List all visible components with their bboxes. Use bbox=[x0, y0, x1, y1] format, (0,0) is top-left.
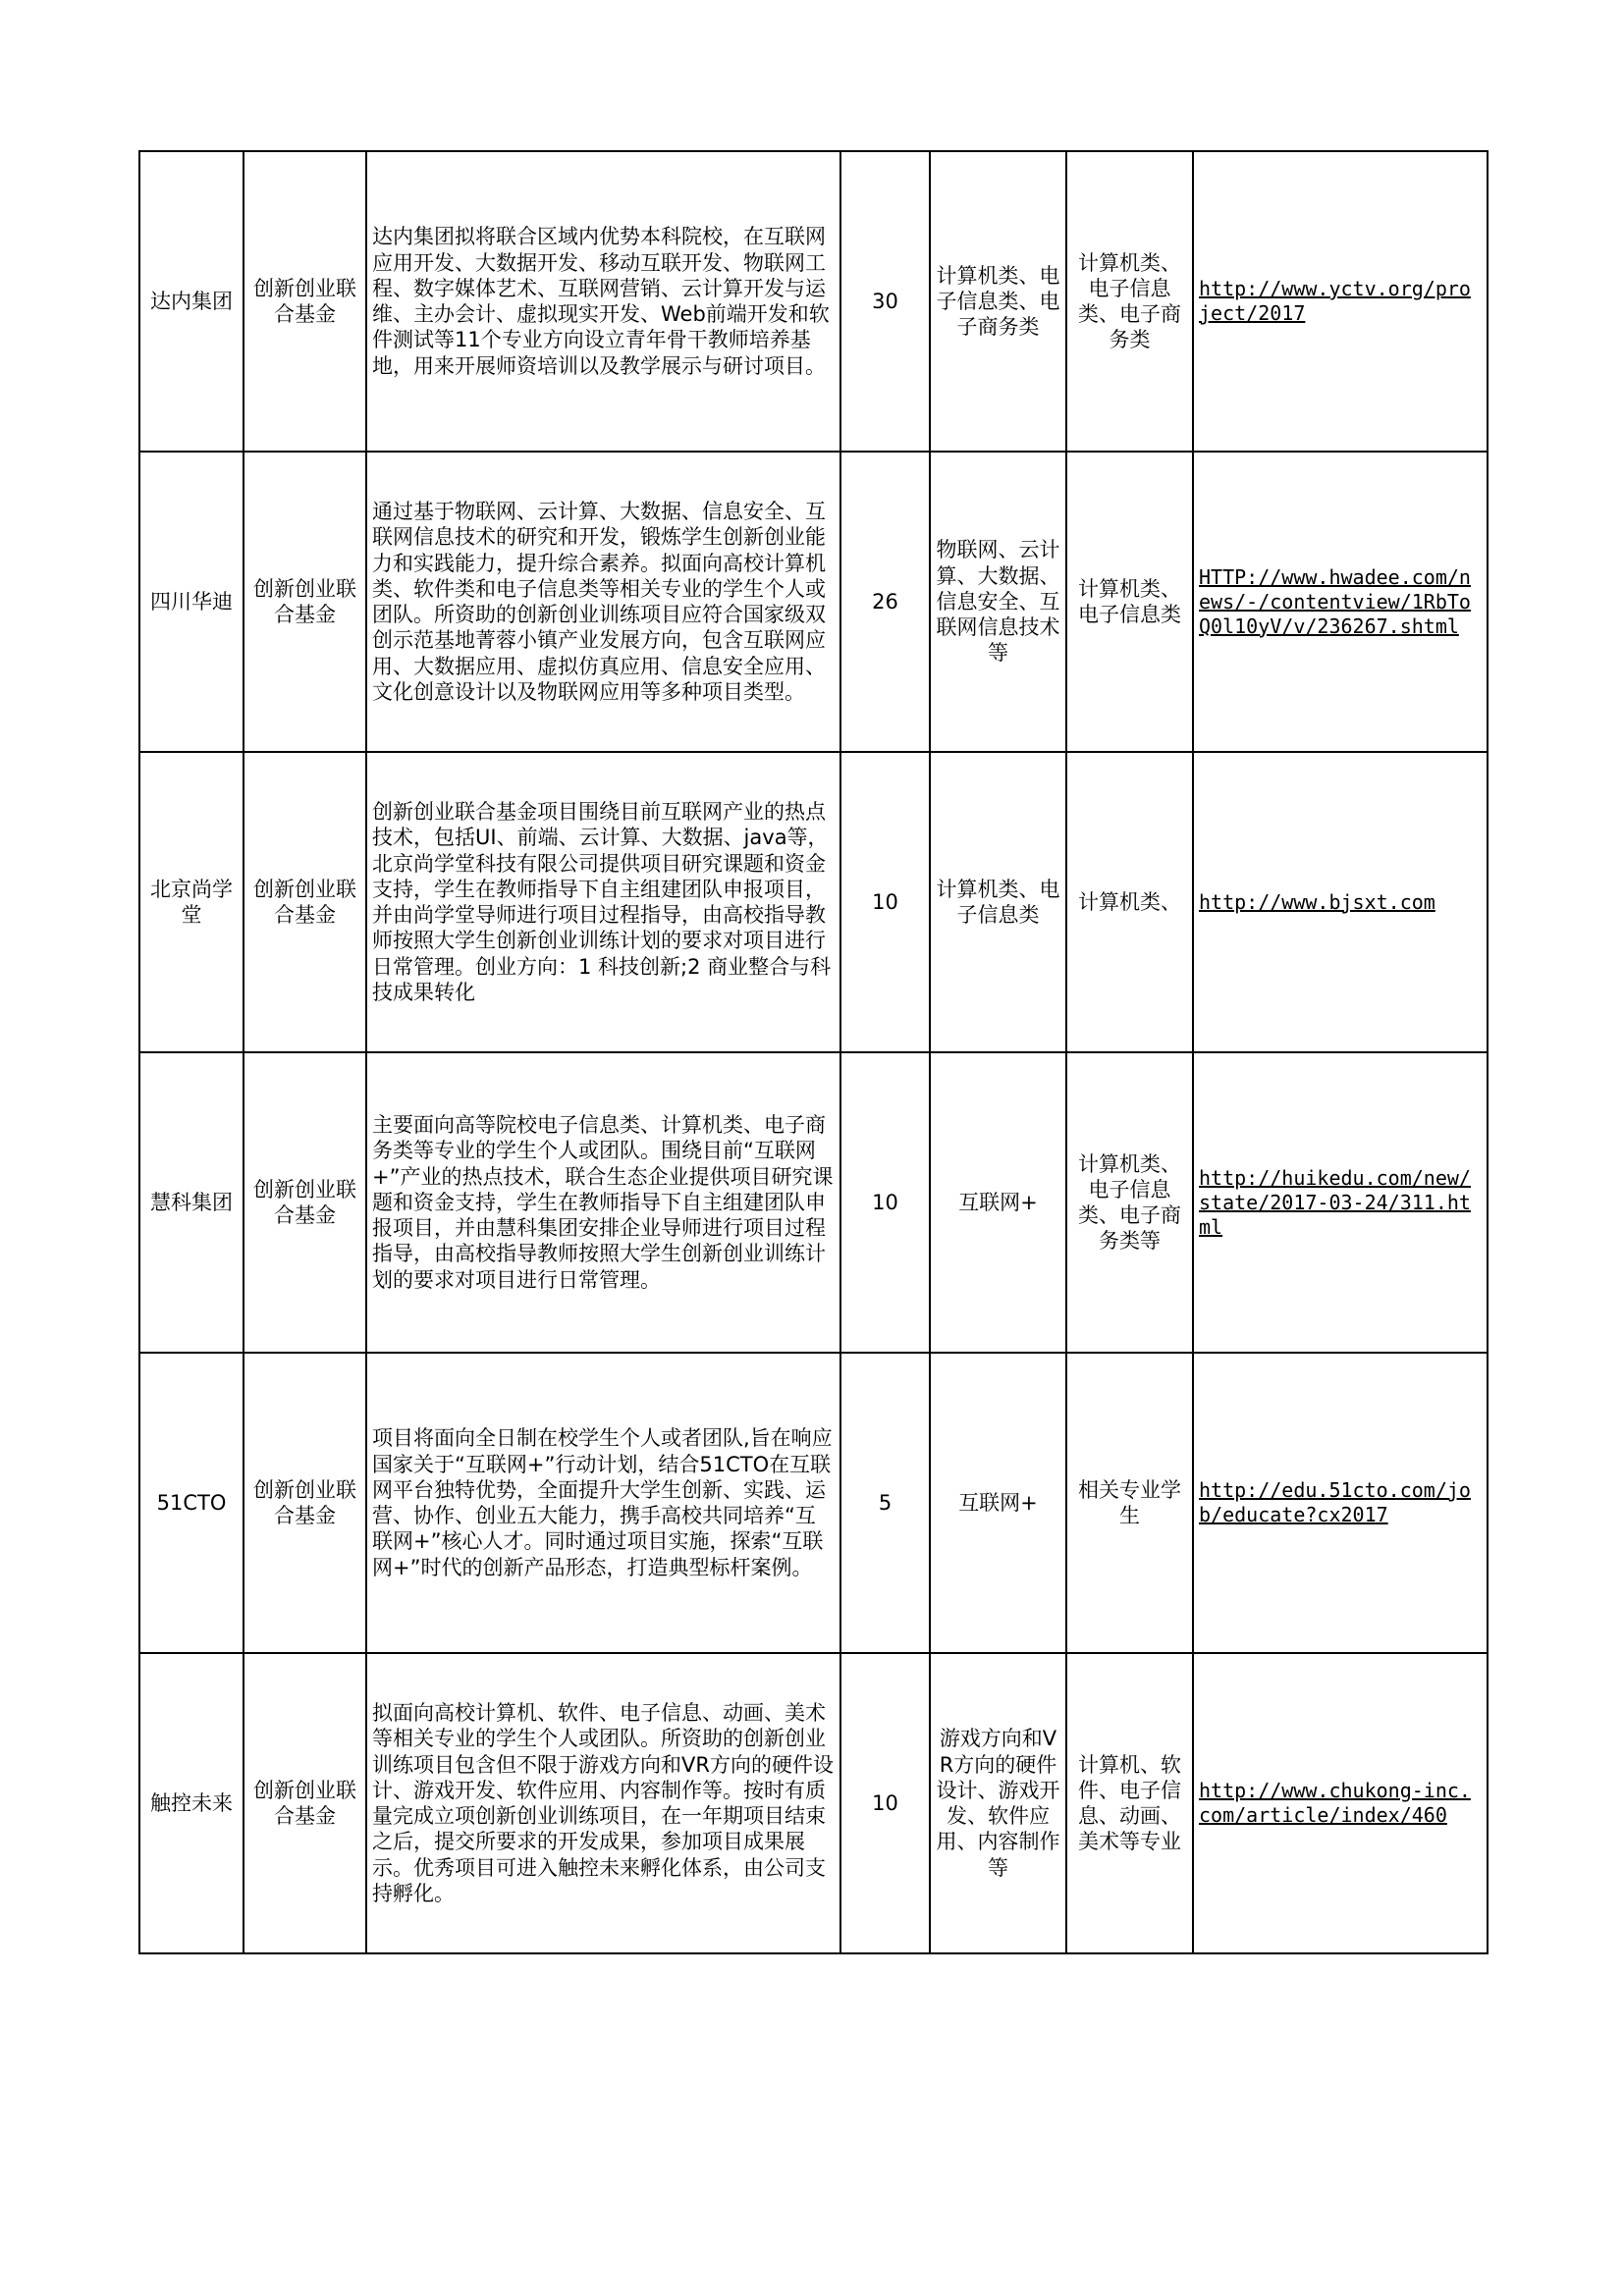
description-cell: 主要面向高等院校电子信息类、计算机类、电子商务类等专业的学生个人或团队。围绕目前“互联网+”产业的热点技术，联合生态企业提供项目研究课题和资金支持，学生在教师指导下自主组建团队申报项目，并由慧科集团安排企业导师进行项目过程指导，由高校指导教师按照大学生创新创业训练计划的要求对项目进行日常管理。 bbox=[366, 1052, 840, 1353]
count-cell: 10 bbox=[840, 752, 930, 1052]
direction-cell: 物联网、云计算、大数据、信息安全、互联网信息技术等 bbox=[930, 452, 1066, 752]
direction-cell: 互联网+ bbox=[930, 1353, 1066, 1653]
table-row bbox=[139, 752, 1488, 1052]
majors-cell: 相关专业学生 bbox=[1066, 1353, 1193, 1653]
count-cell: 10 bbox=[840, 1052, 930, 1353]
table-row bbox=[139, 151, 1488, 452]
description-cell: 达内集团拟将联合区域内优势本科院校，在互联网应用开发、大数据开发、移动互联开发、物联网工程、数字媒体艺术、互联网营销、云计算开发与运维、主办会计、虚拟现实开发、Web前端开发和软件测试等11个专业方向设立青年骨干教师培养基地，用来开展师资培训以及教学展示与研讨项目。 bbox=[366, 151, 840, 452]
project-link[interactable]: http://www.yctv.org/project/2017 bbox=[1199, 277, 1471, 325]
company-cell: 北京尚学堂 bbox=[139, 752, 244, 1052]
project-link[interactable]: http://huikedu.com/new/state/2017-03-24/311.html bbox=[1199, 1165, 1471, 1239]
project-link[interactable]: HTTP://www.hwadee.com/news/-/contentview/1RbToQ0l10yV/v/236267.shtml bbox=[1199, 564, 1471, 638]
fund-type-cell: 创新创业联合基金 bbox=[244, 151, 366, 452]
description-cell: 创新创业联合基金项目围绕目前互联网产业的热点技术，包括UI、前端、云计算、大数据、java等，北京尚学堂科技有限公司提供项目研究课题和资金支持，学生在教师指导下自主组建团队申报项目，并由尚学堂导师进行项目过程指导，由高校指导教师按照大学生创新创业训练计划的要求对项目进行日常管理。创业方向：1 科技创新;2 商业整合与科技成果转化 bbox=[366, 752, 840, 1052]
table-row bbox=[139, 1653, 1488, 1953]
url-cell bbox=[1193, 752, 1488, 1052]
count-cell: 30 bbox=[840, 151, 930, 452]
table-row bbox=[139, 1052, 1488, 1353]
majors-cell: 计算机类、电子信息类、电子商务类等 bbox=[1066, 1052, 1193, 1353]
fund-type-cell: 创新创业联合基金 bbox=[244, 1653, 366, 1953]
url-cell bbox=[1193, 1653, 1488, 1953]
direction-cell: 游戏方向和VR方向的硬件设计、游戏开发、软件应用、内容制作等 bbox=[930, 1653, 1066, 1953]
project-link[interactable]: http://www.bjsxt.com bbox=[1199, 889, 1435, 914]
company-cell: 触控未来 bbox=[139, 1653, 244, 1953]
majors-cell: 计算机类、 bbox=[1066, 752, 1193, 1052]
project-link[interactable]: http://www.chukong-inc.com/article/index/460 bbox=[1199, 1779, 1471, 1827]
direction-cell: 计算机类、电子信息类、电子商务类 bbox=[930, 151, 1066, 452]
count-cell: 5 bbox=[840, 1353, 930, 1653]
table-body bbox=[139, 151, 1488, 1953]
fund-type-cell: 创新创业联合基金 bbox=[244, 752, 366, 1052]
fund-type-cell: 创新创业联合基金 bbox=[244, 452, 366, 752]
url-cell bbox=[1193, 1353, 1488, 1653]
count-cell: 10 bbox=[840, 1653, 930, 1953]
fund-type-cell: 创新创业联合基金 bbox=[244, 1353, 366, 1653]
majors-cell: 计算机类、电子信息类、电子商务类 bbox=[1066, 151, 1193, 452]
description-cell: 通过基于物联网、云计算、大数据、信息安全、互联网信息技术的研究和开发，锻炼学生创新创业能力和实践能力，提升综合素养。拟面向高校计算机类、软件类和电子信息类等相关专业的学生个人或团队。所资助的创新创业训练项目应符合国家级双创示范基地菁蓉小镇产业发展方向，包含互联网应用、大数据应用、虚拟仿真应用、信息安全应用、文化创意设计以及物联网应用等多种项目类型。 bbox=[366, 452, 840, 752]
project-table bbox=[138, 150, 1489, 1954]
company-cell: 慧科集团 bbox=[139, 1052, 244, 1353]
description-cell: 项目将面向全日制在校学生个人或者团队,旨在响应国家关于“互联网+”行动计划，结合51CTO在互联网平台独特优势，全面提升大学生创新、实践、运营、协作、创业五大能力，携手高校共同培养“互联网+”核心人才。同时通过项目实施，探索“互联网+”时代的创新产品形态，打造典型标杆案例。 bbox=[366, 1353, 840, 1653]
url-cell bbox=[1193, 151, 1488, 452]
company-cell: 51CTO bbox=[139, 1353, 244, 1653]
company-cell: 达内集团 bbox=[139, 151, 244, 452]
table-row bbox=[139, 1353, 1488, 1653]
fund-type-cell: 创新创业联合基金 bbox=[244, 1052, 366, 1353]
count-cell: 26 bbox=[840, 452, 930, 752]
company-cell: 四川华迪 bbox=[139, 452, 244, 752]
majors-cell: 计算机、软件、电子信息、动画、美术等专业 bbox=[1066, 1653, 1193, 1953]
url-cell bbox=[1193, 452, 1488, 752]
description-cell: 拟面向高校计算机、软件、电子信息、动画、美术等相关专业的学生个人或团队。所资助的创新创业训练项目包含但不限于游戏方向和VR方向的硬件设计、游戏开发、软件应用、内容制作等。按时有质量完成立项创新创业训练项目，在一年期项目结束之后，提交所要求的开发成果，参加项目成果展示。优秀项目可进入触控未来孵化体系，由公司支持孵化。 bbox=[366, 1653, 840, 1953]
direction-cell: 互联网+ bbox=[930, 1052, 1066, 1353]
project-link[interactable]: http://edu.51cto.com/job/educate?cx2017 bbox=[1199, 1478, 1471, 1526]
majors-cell: 计算机类、电子信息类 bbox=[1066, 452, 1193, 752]
url-cell bbox=[1193, 1052, 1488, 1353]
direction-cell: 计算机类、电子信息类 bbox=[930, 752, 1066, 1052]
table-row bbox=[139, 452, 1488, 752]
